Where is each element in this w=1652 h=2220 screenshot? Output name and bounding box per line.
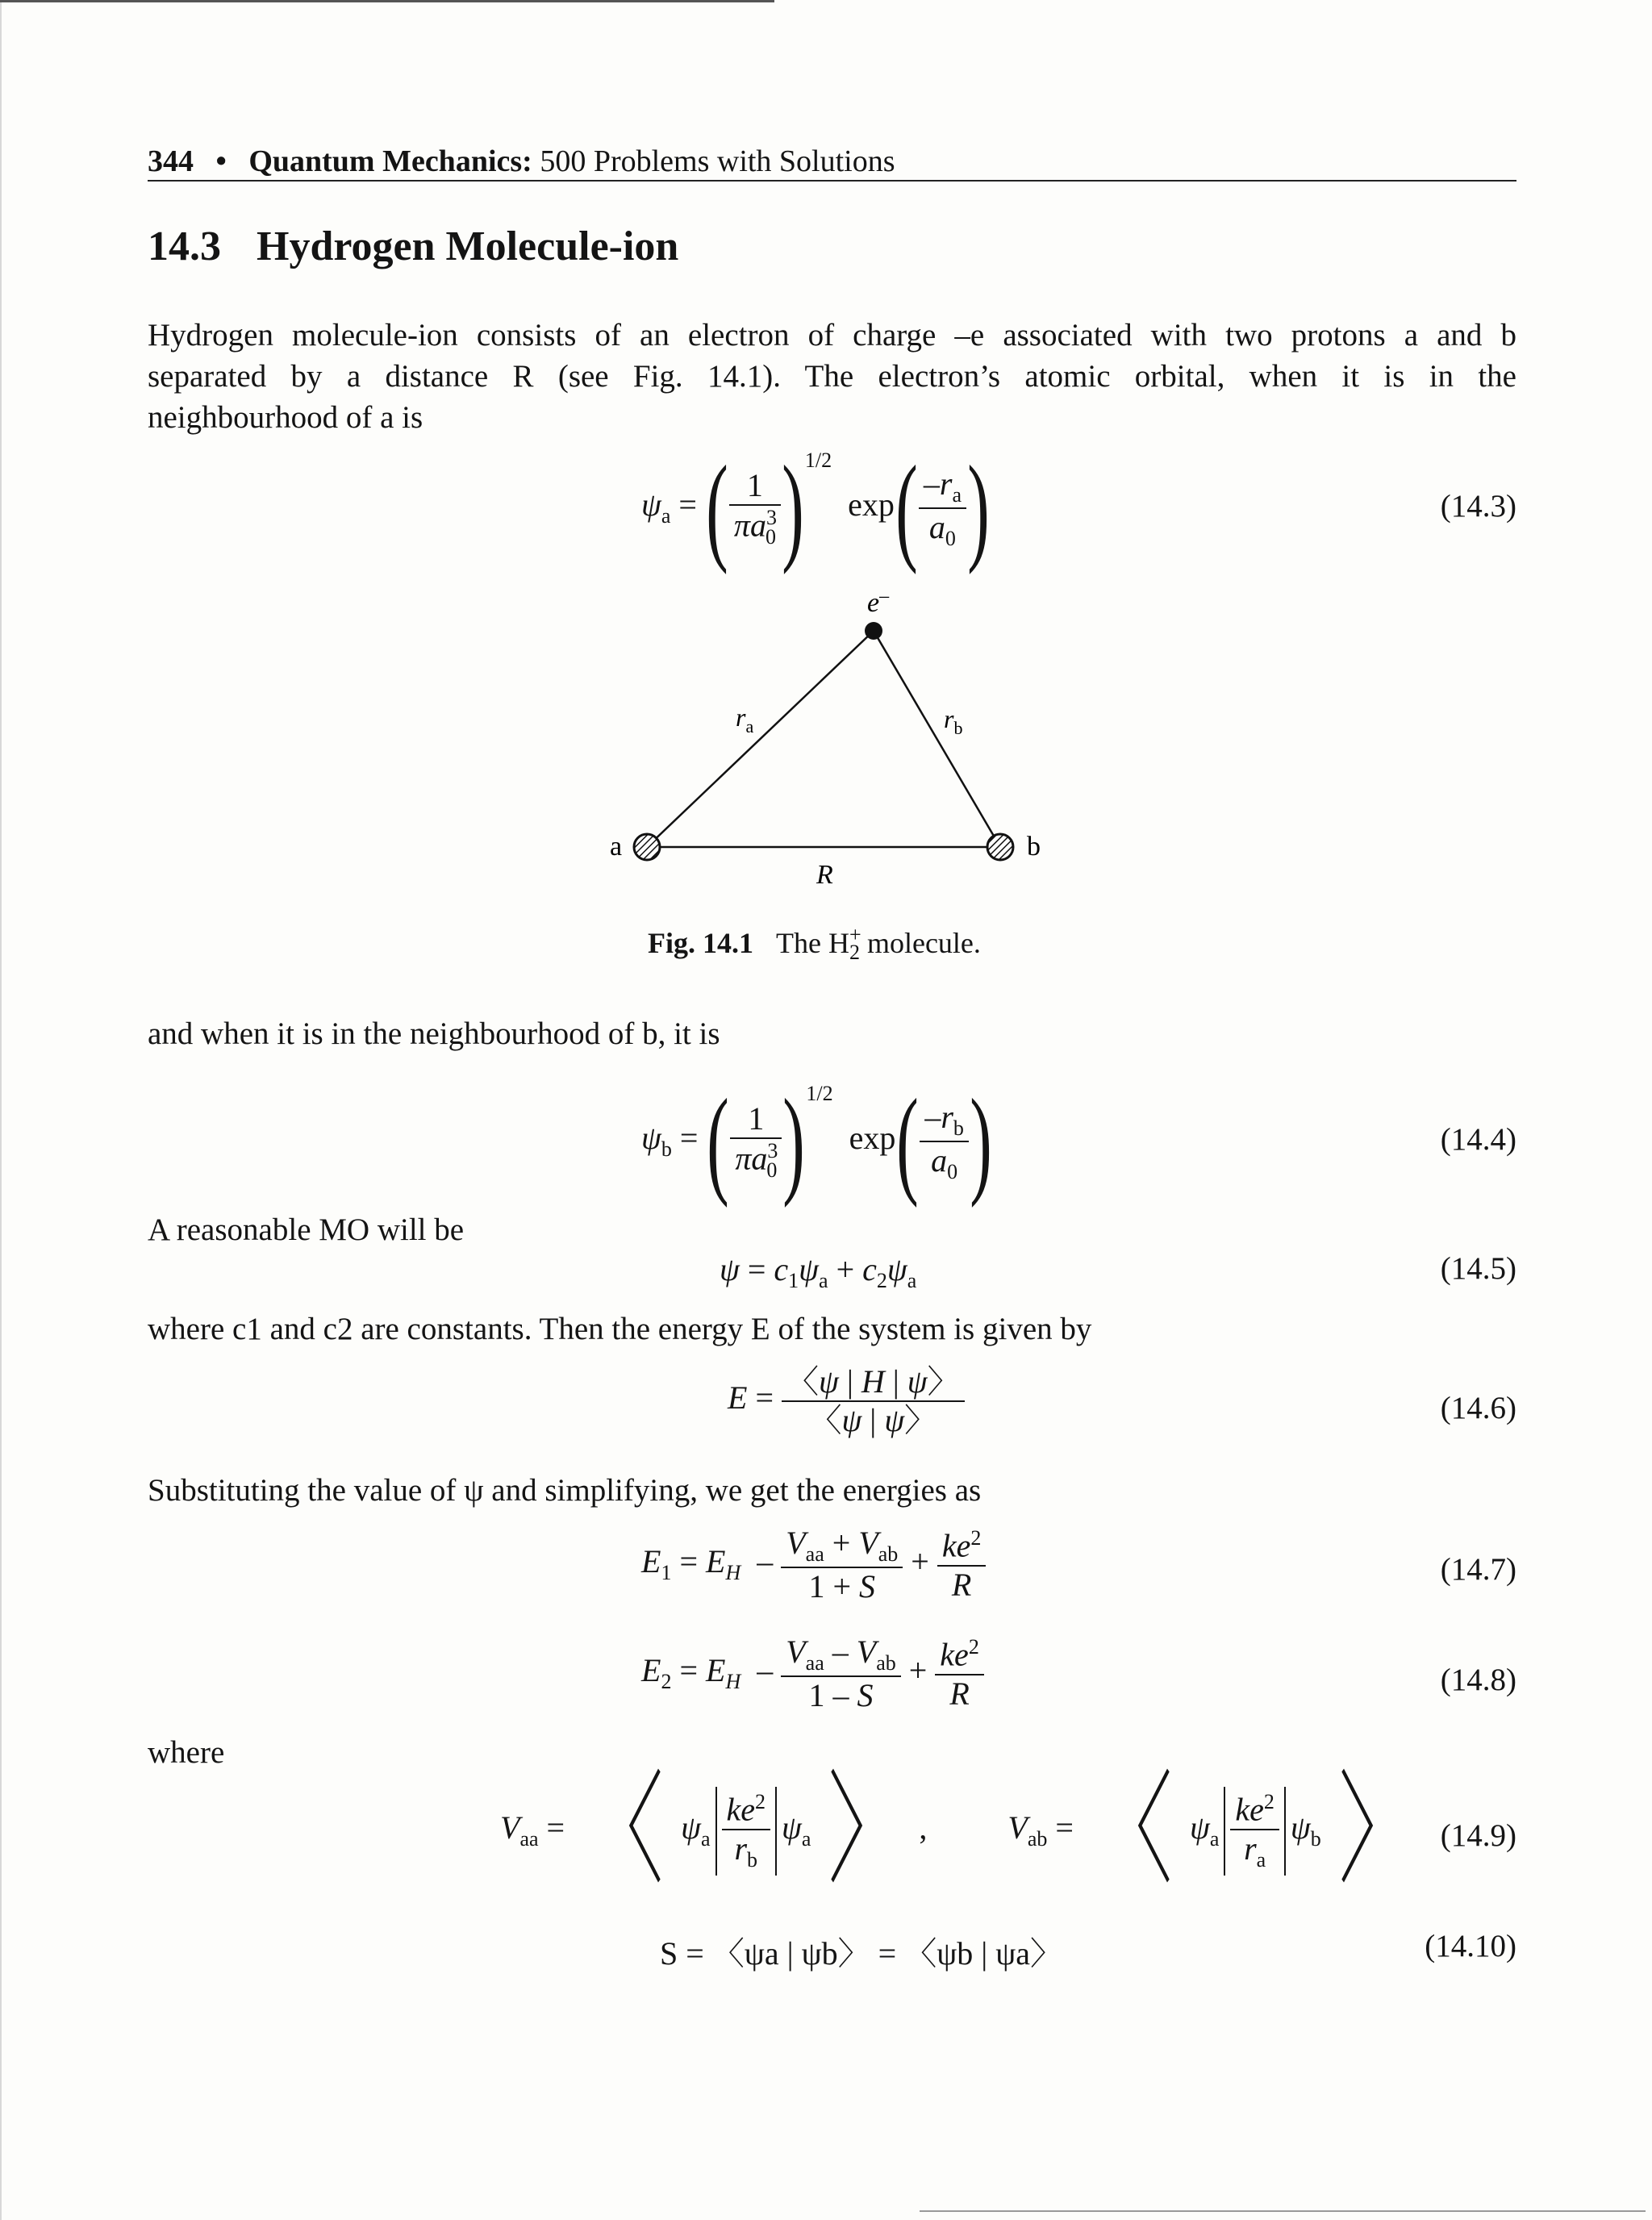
paragraph-neighbourhood-b: and when it is in the neighbourhood of b, it is [148,1016,720,1051]
equation-14-4: $\psi_b$ = ( $\frac{1}{\pi a^3_0}$ )$^{1/2}$ exp( $\frac{-r_b}{a_0}$ ) [641,1075,992,1208]
intro-line-2: separated by a distance R (see Fig. 14.1). The electron’s atomic orbital, when it is in the [148,359,1516,394]
header-separator: • [215,144,227,178]
equation-14-7: $E_1 = E_H$ – $\frac{V_{aa} + V_{ab}}{1 + S}$ + $\frac{ke^2}{R}$ [641,1525,986,1605]
running-header [148,144,1516,182]
equation-number-14-10: (14.10) [1425,1929,1516,1963]
rb-line [874,631,1000,847]
equation-number-14-9: (14.9) [1440,1818,1516,1853]
page-edge-left [0,0,2,2220]
figure-caption-label: Fig. 14.1 [648,927,753,959]
page-edge-bottom [920,2210,1646,2212]
book-title-bold: Quantum Mechanics: [248,144,532,178]
figure-caption: Fig. 14.1 The $H_{2 +}$ molecule. [648,923,981,965]
proton-a [634,834,660,860]
rb-label: $r_b$ [944,704,963,738]
figure-caption-text-pre: The H [776,927,849,959]
equation-14-10: S = 〈ψa | ψb〉 = 〈ψb | ψa〉 [660,1935,1063,1972]
header-rule [148,180,1516,182]
equation-number-14-7: (14.7) [1440,1552,1516,1587]
equation-14-6: E = $\frac{〈\psi | H | \psi〉}{〈\psi | \psi〉}$ [728,1363,965,1439]
figure-caption-text-post: molecule. [859,927,981,959]
equation-14-5: $\psi = c_1\psi_a + c_2\psi_a$ [720,1251,917,1292]
page-edge-top [0,0,774,2]
intro-line-3: neighbourhood of a is [148,400,423,435]
b-label: b [1027,832,1041,862]
equation-14-9: $V_{aa}$ = 〈 $\psi_a$ $\frac{ke^2}{r_b}$ $\psi_a$ 〉 , $V_{ab}$ = 〈 $\psi_a$ $\frac{ke^2}{r_a}$ $\psi_b$ 〉 [500,1764,1412,1898]
section-number: 14.3 [148,223,221,269]
paragraph-where: where [148,1735,225,1770]
equation-number-14-6: (14.6) [1440,1391,1516,1425]
page-number: 344 [148,144,194,178]
paragraph-substituting: Substituting the value of ψ and simplifying, we get the energies as [148,1473,982,1508]
ra-label: $r_a$ [736,703,754,737]
electron-label: e– [867,586,890,618]
paragraph-constants: where c1 and c2 are constants. Then the energy E of the system is given by [148,1312,1092,1346]
equation-number-14-3: (14.3) [1440,489,1516,524]
paragraph-reasonable-mo: A reasonable MO will be [148,1212,465,1247]
equation-number-14-5: (14.5) [1440,1251,1516,1286]
section-heading: Hydrogen Molecule-ion [257,223,679,269]
a-label: a [610,832,623,862]
ra-line [647,631,874,847]
R-label: R [816,860,833,890]
electron-dot [865,622,882,640]
section-title [148,223,678,270]
equation-14-3: $\psi_a$ = ( $\frac{1}{\pi a^3_0}$ )$^{1/2}$ exp( $\frac{-r_a}{a_0}$ ) [641,441,990,575]
equation-number-14-4: (14.4) [1440,1122,1516,1157]
intro-paragraph [148,315,1516,438]
h2-plus-molecule-diagram [597,586,1065,903]
book-title-rest: 500 Problems with Solutions [540,144,895,178]
intro-line-1: Hydrogen molecule-ion consists of an electron of charge –e associated with two protons a and b [148,318,1516,353]
equation-number-14-8: (14.8) [1440,1663,1516,1697]
proton-b [987,834,1013,860]
equation-14-8: $E_2 = E_H$ – $\frac{V_{aa} - V_{ab}}{1 - S}$ + $\frac{ke^2}{R}$ [641,1634,984,1714]
